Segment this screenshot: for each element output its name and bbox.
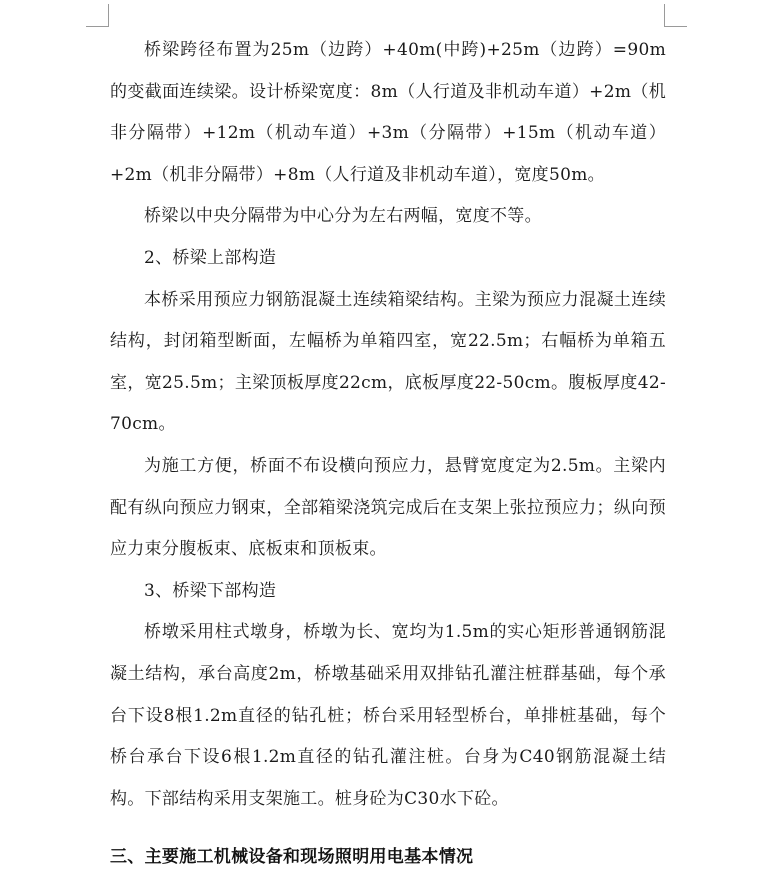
page-corner-mark-top-right [664, 4, 687, 27]
paragraph-span-layout: 桥梁跨径布置为25m（边跨）+40m(中跨)+25m（边跨）=90m的变截面连续梁。设计桥梁宽度：8m（人行道及非机动车道）+2m（机非分隔带）+12m（机动车道）+3m（分隔带）+15m（机动车道）+2m（机非分隔带）+8m（人行道及非机动车道），宽度50m。 [110, 40, 666, 185]
paragraph-prestress: 为施工方便，桥面不布设横向预应力，悬臂宽度定为2.5m。主梁内配有纵向预应力钢束，全部箱梁浇筑完成后在支架上张拉预应力；纵向预应力束分腹板束、底板束和顶板束。 [110, 455, 666, 560]
heading-substructure: 3、桥梁下部构造 [144, 580, 277, 601]
paragraph-split: 桥梁以中央分隔带为中心分为左右两幅，宽度不等。 [144, 206, 542, 227]
section-title: 三、主要施工机械设备和现场照明用电基本情况 [110, 847, 474, 868]
paragraph-superstructure: 本桥采用预应力钢筋混凝土连续箱梁结构。主梁为预应力混凝土连续结构，封闭箱型断面，左幅桥为单箱四室，宽22.5m；右幅桥为单箱五室，宽25.5m；主梁顶板厚度22cm，底板厚度22-50cm。腹板厚度42-70cm。 [110, 289, 666, 435]
heading-superstructure: 2、桥梁上部构造 [144, 247, 277, 268]
paragraph-substructure: 桥墩采用柱式墩身，桥墩为长、宽均为1.5m的实心矩形普通钢筋混凝土结构，承台高度2m，桥墩基础采用双排钻孔灌注桩群基础，每个承台下设8根1.2m直径的钻孔桩；桥台采用轻型桥台，单排桩基础，每个桥台承台下设6根1.2m直径的钻孔灌注桩。台身为C40钢筋混凝土结构。下部结构采用支架施工。桩身砼为C30水下砼。 [110, 622, 666, 809]
document-body [110, 30, 666, 879]
page-corner-mark-top-left [86, 4, 109, 27]
